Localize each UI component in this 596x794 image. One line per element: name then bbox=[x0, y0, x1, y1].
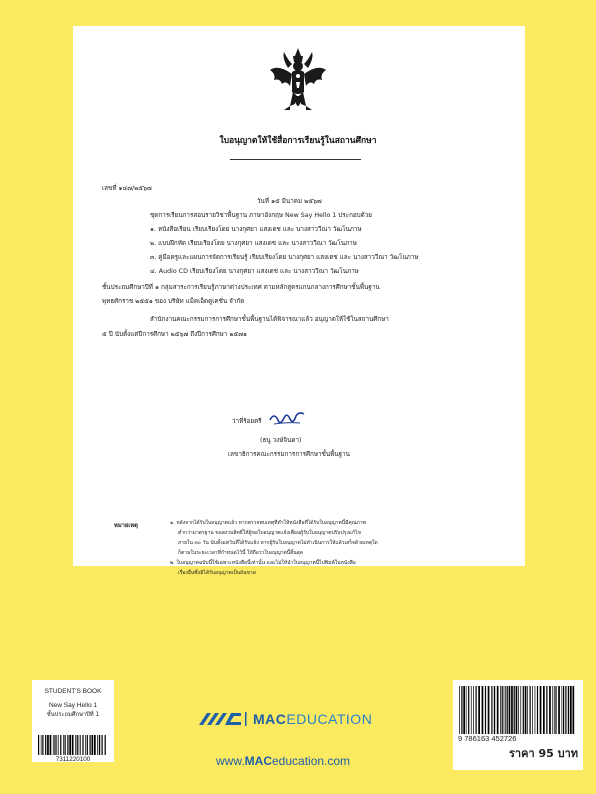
barcode-bar bbox=[482, 686, 484, 734]
barcode-bar bbox=[540, 686, 542, 734]
barcode-bar bbox=[504, 686, 505, 734]
barcode-bar bbox=[65, 735, 66, 755]
barcode-bar bbox=[58, 735, 59, 755]
barcode-bar bbox=[69, 735, 71, 755]
barcode-bar bbox=[87, 735, 88, 755]
barcode-bar bbox=[41, 735, 42, 755]
barcode-bar bbox=[54, 735, 55, 755]
barcode-bar bbox=[478, 686, 480, 734]
approval-period: ๕ ปี นับตั้งแต่ปีการศึกษา ๒๕๖๗ ถึงปีการศึกษา ๒๕๗๑ bbox=[102, 331, 248, 338]
note-line: ๑. หลังจากได้รับใบอนุญาตแล้ว หากตรวจพบเหตุที่ทำให้หนังสือที่ได้รับใบอนุญาตนี้มีคุณภาพ bbox=[170, 520, 366, 526]
barcode-bar bbox=[105, 735, 106, 755]
barcode-bar bbox=[563, 686, 564, 734]
url-suffix: education.com bbox=[272, 754, 351, 768]
barcode-bar bbox=[485, 686, 486, 734]
book-grade: ชั้นประถมศึกษาปีที่ 1 bbox=[46, 712, 100, 718]
book-type: STUDENT'S BOOK bbox=[44, 688, 102, 695]
wordmark-education: EDUCATION bbox=[286, 711, 373, 727]
signer-position: เลขาธิการคณะกรรมการการศึกษาขั้นพื้นฐาน bbox=[228, 451, 350, 458]
signature bbox=[268, 410, 306, 430]
url-prefix: www. bbox=[216, 754, 245, 768]
barcode-bar bbox=[558, 686, 560, 734]
barcode-bar bbox=[466, 686, 467, 734]
barcode-bar bbox=[79, 735, 80, 755]
barcode-bar bbox=[543, 686, 545, 734]
barcode-number: 7311220100 bbox=[55, 756, 91, 763]
barcode-bar bbox=[45, 735, 46, 755]
barcode-bar bbox=[80, 735, 81, 755]
barcode-bar bbox=[530, 686, 531, 734]
barcode-bar bbox=[50, 735, 52, 755]
barcode-bar bbox=[488, 686, 490, 734]
barcode-bar bbox=[516, 686, 518, 734]
grade-description: ชั้นประถมศึกษาปีที่ ๑ กลุ่มสาระการเรียนรู้ภาษาต่างประเทศ ตามหลักสูตรแกนกลางการศึกษาขั้นพื้นฐาน bbox=[102, 284, 380, 291]
approval-statement: สำนักงานคณะกรรมการการศึกษาขั้นพื้นฐานได้พิจารณาแล้ว อนุญาตให้ใช้ในสถานศึกษา bbox=[150, 316, 389, 323]
publisher-url[interactable] bbox=[216, 754, 350, 768]
barcode-bar bbox=[537, 686, 538, 734]
barcode-bar bbox=[500, 686, 501, 734]
barcode-bar bbox=[101, 735, 102, 755]
garuda-emblem-icon bbox=[268, 46, 328, 118]
barcode-bar bbox=[523, 686, 524, 734]
barcode-bar bbox=[532, 686, 533, 734]
barcode-bar bbox=[82, 735, 83, 755]
barcode-bar bbox=[471, 686, 472, 734]
barcode-bar bbox=[92, 735, 94, 755]
barcode-bar bbox=[63, 735, 64, 755]
barcode-bar bbox=[463, 686, 465, 734]
barcode-bar bbox=[549, 686, 551, 734]
signer-name: (ธนู วงษ์จินดา) bbox=[260, 437, 302, 444]
barcode-bar bbox=[99, 735, 100, 755]
barcode-bar bbox=[468, 686, 469, 734]
barcode-bar bbox=[502, 686, 503, 734]
barcode-bar bbox=[554, 686, 555, 734]
barcode-bar bbox=[507, 686, 508, 734]
barcode-bar bbox=[476, 686, 477, 734]
barcode-bar bbox=[461, 686, 462, 734]
barcode-bar bbox=[77, 735, 78, 755]
intro-line: ชุดการเรียนการสอนรายวิชาพื้นฐาน ภาษาอังกฤษ New Say Hello 1 ประกอบด้วย bbox=[150, 212, 372, 219]
url-brand: MAC bbox=[244, 754, 272, 768]
barcode-bar bbox=[497, 686, 499, 734]
title-underline bbox=[230, 159, 361, 160]
barcode-bar bbox=[473, 686, 474, 734]
component-item: ๒. แบบฝึกหัด เรียบเรียงโดย นางกุศยา แสงเดช และ นางสาววีณา วัฒโนภาษ bbox=[150, 240, 357, 247]
barcode-bar bbox=[514, 686, 515, 734]
barcode-bar bbox=[518, 686, 519, 734]
component-item: ๓. คู่มือครูและแผนการจัดการเรียนรู้ เรียบเรียงโดย นางกุศยา แสงเดช และ นางสาววีณา วัฒโนภาษ bbox=[150, 254, 419, 261]
barcode-bar bbox=[573, 686, 575, 734]
barcode-bar bbox=[565, 686, 566, 734]
barcode-bar bbox=[494, 686, 495, 734]
note-line: ภายใน ๓๐ วัน นับตั้งแต่วันที่ได้รับแจ้ง หากผู้รับใบอนุญาตไม่ดำเนินการให้แล้วเสร็จด้วยเหตุใด bbox=[178, 540, 378, 546]
barcode-bar bbox=[75, 735, 76, 755]
notes-label: หมายเหตุ bbox=[114, 523, 138, 529]
barcode-bar bbox=[97, 735, 98, 755]
barcode-bar bbox=[67, 735, 68, 755]
note-line: เรื่องอื่นซึ่งมิได้รับอนุญาตเป็นอันขาด bbox=[178, 570, 256, 576]
isbn-barcode bbox=[458, 686, 576, 734]
barcode-bar bbox=[42, 735, 43, 755]
barcode-bar bbox=[493, 686, 494, 734]
barcode-bar bbox=[525, 686, 527, 734]
wordmark-mac: MAC bbox=[253, 711, 287, 727]
grade-description-cont: พุทธศักราช ๒๕๕๑ ของ บริษัท แม็คเอ็ดดูเคชั่น จำกัด bbox=[102, 298, 245, 305]
barcode-bar bbox=[552, 686, 553, 734]
barcode-bar bbox=[511, 686, 513, 734]
isbn-digits: 9 786163 452726 bbox=[458, 734, 517, 743]
barcode-bar bbox=[555, 686, 556, 734]
barcode-bar bbox=[38, 735, 39, 755]
barcode-bar bbox=[568, 686, 569, 734]
note-line: ต่ำกว่ามาตรฐาน ขอสงวนสิทธิ์ให้ผู้ขอใบอนุญาตแจ้งเพื่อนผู้รับใบอนุญาตปรับปรุงแก้ไข bbox=[178, 530, 361, 536]
signature-prefix: ว่าที่ร้อยตรี bbox=[232, 418, 262, 425]
barcode-bar bbox=[505, 686, 506, 734]
component-item: ๔. Audio CD เรียบเรียงโดย นางกุศยา แสงเดช และ นางสาววีณา วัฒโนภาษ bbox=[150, 268, 359, 275]
barcode bbox=[37, 735, 109, 755]
publisher-wordmark bbox=[253, 711, 372, 727]
barcode-bar bbox=[90, 735, 91, 755]
barcode-bar bbox=[47, 735, 49, 755]
barcode-bar bbox=[570, 686, 572, 734]
barcode-bar bbox=[509, 686, 511, 734]
barcode-bar bbox=[94, 735, 96, 755]
barcode-bar bbox=[72, 735, 74, 755]
barcode-bar bbox=[520, 686, 521, 734]
price-label: ราคา 95 บาท bbox=[509, 747, 578, 760]
barcode-bar bbox=[56, 735, 57, 755]
barcode-bar bbox=[60, 735, 61, 755]
barcode-bar bbox=[527, 686, 528, 734]
document-title: ใบอนุญาตให้ใช้สื่อการเรียนรู้ในสถานศึกษา bbox=[219, 136, 377, 146]
license-date: วันที่ ๑๕ มีนาคม ๒๕๖๗ bbox=[257, 198, 322, 205]
barcode-bar bbox=[546, 686, 547, 734]
barcode-bar bbox=[53, 735, 54, 755]
note-line: ๒. ใบอนุญาตฉบับนี้ใช้เฉพาะหนังสือนี้เท่านั้น และไม่ให้นำใบอนุญาตนี้ไปพิมพ์ในหนังสือ bbox=[170, 560, 356, 566]
barcode-bar bbox=[459, 686, 460, 734]
barcode-bar bbox=[491, 686, 492, 734]
license-number: เลขที่ ๑๔๗/๒๕๖๗ bbox=[102, 185, 152, 192]
barcode-bar bbox=[535, 686, 536, 734]
book-title: New Say Hello 1 bbox=[48, 702, 98, 709]
barcode-bar bbox=[102, 735, 103, 755]
barcode-bar bbox=[567, 686, 568, 734]
note-line: ก็ตามในระยะเวลาที่กำหนดไว้นี้ ให้ถือว่าใบอนุญาตนี้สิ้นสุด bbox=[178, 550, 303, 556]
barcode-bar bbox=[562, 686, 563, 734]
component-item: ๑. หนังสือเรียน เรียบเรียงโดย นางกุศยา แสงเดช และ นางสาววีณา วัฒโนภาษ bbox=[150, 226, 362, 233]
barcode-bar bbox=[85, 735, 86, 755]
